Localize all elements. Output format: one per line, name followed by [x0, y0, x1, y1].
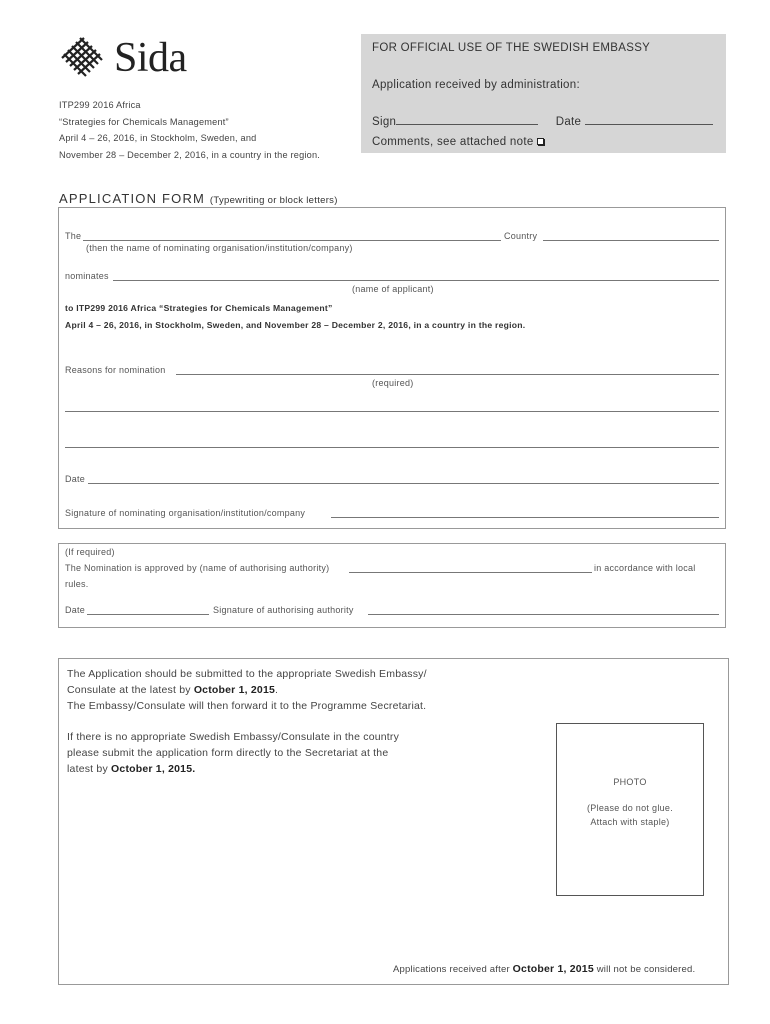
approved-by-label: The Nomination is approved by (name of authorising authority) [65, 563, 330, 573]
sida-logo [58, 36, 208, 88]
program-dates-1: April 4 – 26, 2016, in Stockholm, Sweden, and [59, 133, 257, 143]
authorising-authority-field[interactable] [349, 572, 592, 573]
reasons-field-3[interactable] [65, 447, 719, 448]
late-applications-note [393, 961, 695, 978]
reasons-field-1[interactable] [176, 374, 719, 375]
country-field[interactable] [543, 240, 719, 241]
submission-line-5: please submit the application form directly to the Secretariat at the [67, 747, 389, 759]
form-heading [59, 191, 338, 206]
organisation-field[interactable] [83, 240, 501, 241]
nomination-date-field[interactable] [88, 483, 719, 484]
late-note-date: October 1, 2015 [512, 963, 594, 975]
rules-label: rules. [65, 579, 89, 589]
if-required-label: (If required) [65, 547, 115, 557]
official-title: FOR OFFICIAL USE OF THE SWEDISH EMBASSY [372, 42, 651, 54]
nomination-signature-field[interactable] [331, 517, 719, 518]
approval-date-label: Date [65, 605, 86, 615]
photo-note-1: (Please do not glue. [586, 803, 674, 813]
programme-line: to ITP299 2016 Africa “Strategies for Chemicals Management” [65, 303, 333, 313]
in-accordance-label: in accordance with local [594, 563, 696, 573]
date-label: Date [65, 474, 86, 484]
authority-signature-field[interactable] [368, 614, 719, 615]
program-title: “Strategies for Chemicals Management” [59, 116, 229, 127]
submission-line-6 [67, 761, 399, 777]
organisation-hint: (then the name of nominating organisation/institution/company) [86, 243, 353, 253]
comments-checkbox[interactable] [537, 138, 544, 145]
submission-deadline-2: October 1, 2015. [111, 763, 196, 775]
nomination-section [58, 207, 726, 529]
the-label: The [65, 231, 82, 241]
nominates-label: nominates [65, 271, 109, 281]
sign-row [372, 115, 713, 128]
sign-label: Sign [372, 116, 397, 128]
program-dates-2: November 28 – December 2, 2016, in a country in the region. [59, 149, 321, 160]
programme-dates-line: April 4 – 26, 2016, in Stockholm, Sweden, and November 28 – December 2, 2016, in a country in the region. [65, 320, 526, 330]
approval-section [58, 543, 726, 628]
submission-deadline-1: October 1, 2015 [193, 684, 276, 696]
logo-text: Sida [114, 35, 187, 81]
late-note-a: Applications received after [393, 964, 513, 975]
form-title-note: (Typewriting or block letters) [209, 195, 338, 206]
received-label: Application received by administration: [372, 79, 580, 91]
submission-line-6a: latest by [67, 763, 112, 775]
reasons-field-2[interactable] [65, 411, 719, 412]
official-date-field[interactable] [585, 115, 713, 125]
program-info [59, 97, 320, 163]
authority-signature-label: Signature of authorising authority [213, 605, 354, 615]
official-use-box [361, 34, 726, 153]
submission-line-2c: . [275, 684, 279, 696]
submission-para-2 [67, 729, 399, 777]
sida-logo-mark-icon [58, 36, 110, 80]
submission-para-1 [67, 666, 427, 714]
applicant-field[interactable] [113, 280, 719, 281]
form-title: APPLICATION FORM [59, 191, 206, 206]
sign-field[interactable] [396, 115, 538, 125]
reasons-required: (required) [372, 378, 414, 388]
submission-line-3: The Embassy/Consulate will then forward it to the Programme Secretariat. [67, 700, 427, 712]
signature-label: Signature of nominating organisation/institution/company [65, 508, 306, 518]
comments-label: Comments, see attached note [372, 136, 534, 148]
program-code: ITP299 2016 Africa [59, 100, 141, 110]
submission-line-2 [67, 682, 427, 698]
submission-line-1: The Application should be submitted to the appropriate Swedish Embassy/ [67, 668, 427, 680]
late-note-c: will not be considered. [593, 964, 696, 975]
photo-note-2: Attach with staple) [590, 817, 670, 827]
date-label: Date [555, 116, 582, 128]
reasons-label: Reasons for nomination [65, 365, 166, 375]
photo-label: PHOTO [613, 777, 647, 787]
approval-date-field[interactable] [87, 614, 209, 615]
submission-line-4: If there is no appropriate Swedish Embassy/Consulate in the country [67, 731, 400, 743]
applicant-hint: (name of applicant) [352, 284, 434, 294]
submission-line-2a: Consulate at the latest by [67, 684, 194, 696]
photo-box[interactable] [556, 723, 704, 896]
country-label: Country [504, 231, 538, 241]
comments-row [372, 136, 544, 148]
